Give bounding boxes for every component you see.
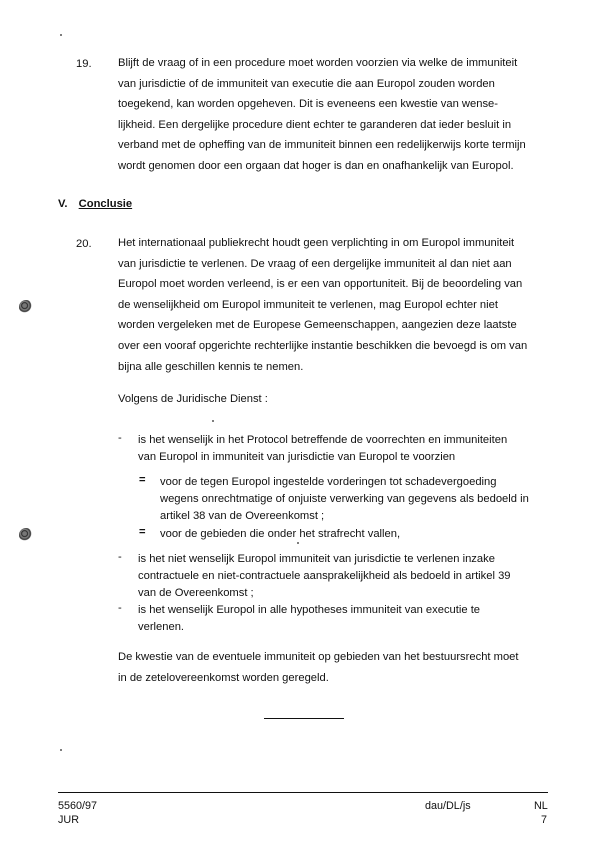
sub-item-1-line: artikel 38 van de Overeenkomst ; (160, 510, 325, 522)
list-item-1 (138, 432, 558, 466)
footer-doc-number: 5560/97 (58, 800, 98, 812)
sub-item-1 (160, 474, 560, 525)
list-item-3-line: is het wenselijk Europol in alle hypotheses immuniteit van executie te (138, 604, 481, 616)
paragraph-20-line: bijna alle geschillen kennis te nemen. (118, 360, 304, 373)
scan-speck (212, 420, 214, 422)
sub-item-1-line: voor de tegen Europol ingestelde vorderingen tot schadevergoeding (160, 476, 497, 488)
closing-paragraph (118, 647, 558, 688)
paragraph-20-line: de wenselijkheid om Europol immuniteit te verlenen, mag Europol echter niet (118, 298, 498, 311)
paragraph-20-line: over een vooraf opgerichte rechterlijke instantie beschikken die bevoegd is om van (118, 339, 528, 352)
punch-hole-mark (19, 528, 33, 542)
separator-rule (264, 718, 344, 719)
paragraph-19-number: 19. (76, 58, 92, 70)
list-item-2 (138, 551, 558, 602)
paragraph-20-line: Het internationaal publiekrecht houdt geen verplichting in om Europol immuniteit (118, 237, 515, 249)
sub-item-marker: = (139, 526, 146, 538)
closing-line: De kwestie van de eventuele immuniteit op gebieden van het bestuursrecht moet (118, 651, 519, 663)
footer-ref: dau/DL/js (425, 800, 471, 812)
juridische-dienst-intro: Volgens de Juridische Dienst : (118, 393, 268, 405)
paragraph-20-number: 20. (76, 238, 92, 250)
sub-item-1-line: wegens onrechtmatige of onjuiste verwerking van gegevens als bedoeld in (160, 493, 529, 505)
scan-speck (297, 542, 299, 544)
list-item-3-line: verlenen. (138, 621, 185, 633)
list-item-2-line: contractuele en niet-contractuele aansprakelijkheid als bedoeld in artikel 39 (138, 570, 511, 582)
paragraph-19-line: verband met de opheffing van de immuniteit binnen een redelijkerwijs korte termijn (118, 139, 526, 152)
paragraph-20-line: van jurisdictie te verlenen. De vraag of een dergelijke immuniteit al dan niet aan (118, 257, 512, 270)
punch-hole-mark (19, 300, 33, 314)
scan-speck (60, 34, 62, 36)
paragraph-20-line: worden vergeleken met de Europese Gemeenschappen, aangezien deze laatste (118, 319, 517, 332)
paragraph-19-line: wordt genomen door een orgaan dat hoger is dan en onafhankelijk van Europol. (118, 159, 514, 172)
footer-lang: NL (534, 800, 548, 812)
list-item-2-line: is het niet wenselijk Europol immuniteit van jurisdictie te verlenen inzake (138, 553, 495, 565)
paragraph-20-line: Europol moet worden verleend, is er een van opportuniteit. Bij de beoordeling van (118, 278, 523, 291)
paragraph-20 (118, 233, 558, 377)
list-dash: - (118, 432, 122, 444)
sub-item-marker: = (139, 474, 146, 486)
list-item-2-line: van de Overeenkomst ; (138, 587, 254, 599)
section-number: V. (58, 198, 68, 210)
paragraph-19-line: toegekend, kan worden opgeheven. Dit is eveneens een kwestie van wense- (118, 98, 498, 111)
paragraph-19-line: Blijft de vraag of in een procedure moet worden voorzien via welke de immuniteit (118, 57, 518, 69)
closing-line: in de zetelovereenkomst worden geregeld. (118, 671, 329, 684)
section-title: Conclusie (78, 198, 133, 210)
paragraph-19 (118, 53, 558, 177)
footer-rule (58, 792, 548, 793)
sub-item-2 (160, 526, 560, 543)
list-dash: - (118, 551, 122, 563)
section-heading (58, 198, 132, 210)
list-dash: - (118, 602, 122, 614)
paragraph-19-line: van jurisdictie of de immuniteit van executie die aan Europol zouden worden (118, 77, 495, 90)
sub-item-2-line: voor de gebieden die onder het strafrecht vallen, (160, 528, 401, 540)
list-item-1-line: van Europol in immuniteit van jurisdictie van Europol te voorzien (138, 451, 456, 463)
footer-dept: JUR (58, 814, 79, 826)
scan-speck (60, 749, 62, 751)
list-item-3 (138, 602, 558, 636)
footer-page-number: 7 (541, 814, 548, 826)
paragraph-19-line: lijkheid. Een dergelijke procedure dient echter te garanderen dat ieder besluit in (118, 118, 512, 131)
list-item-1-line: is het wenselijk in het Protocol betreffende de voorrechten en immuniteiten (138, 434, 508, 446)
